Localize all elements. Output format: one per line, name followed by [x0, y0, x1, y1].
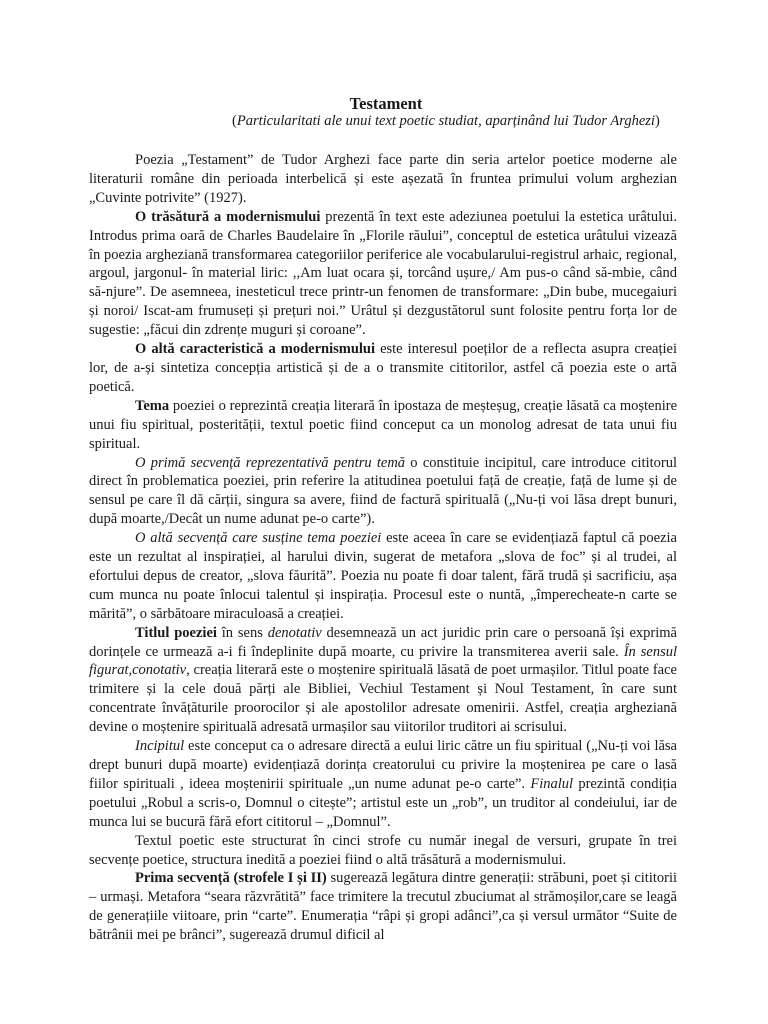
- paragraph: [89, 737, 677, 832]
- paragraph-bold-text: Titlul poeziei: [135, 624, 217, 641]
- paragraph-text: prezintă condiția poetului „Robul a scris-o, Domnul o citește”; artistul este un „rob”, un truditor al condeiului, iar de munca lui se bucură fără efort cititorul – „Domnul”.: [89, 775, 677, 830]
- paragraph: [89, 832, 677, 870]
- document-title: Testament: [349, 94, 423, 113]
- paragraph: [89, 869, 677, 945]
- paragraph-bold-text: Tema: [135, 397, 170, 414]
- paragraph: [89, 397, 677, 454]
- paragraph-italic-text: În sensul figurat,conotativ: [89, 643, 677, 679]
- paragraph-text: este aceea în care se evidențiază faptul că poezia este un rezultat al inspirației, al harului divin, sugerat de metafora „slova de foc” și al trudei, al efortului depus de creator, „slova făurită”. Poezia nu poate fi doar talent, fără trudă și sacrificiu, așa cum munca nu poate înlocui talentul și inspirația. Procesul este o nuntă, „împerecheate-n carte se mărită”, o sărbătoare miraculoasă a creației.: [89, 530, 677, 622]
- paragraph-text: prezentă în text este adeziunea poetului la estetica urâtului. Introdus prima oară de Charles Baudelaire în „Florile răului”, conceptul de estetica urâtului vizează în poezia argheziană transformarea categoriilor periferice ale vocabularului-registrul arhaic, regional, argoul, jargonul- în material liric: ,,Am luat ocara și, torcând ușure,/ Am pus-o când să-mbie, când să-njure”. De asemneea, inesteticul trece printr-un fenomen de transformare: „Din bube, mucegaiuri și noroi/ Iscat-am frumuseți și prețuri noi.” Urâtul și dezgustătorul sunt folosite pentru forța lor de sugestie: „făcui din zdrențe muguri și coroane”.: [89, 208, 678, 339]
- paragraph: [89, 624, 677, 737]
- paragraph-italic-text: O altă secvență care susține tema poeziei: [135, 530, 382, 547]
- paragraph-bold-text: O trăsătură a modernismului: [135, 208, 321, 225]
- paragraph: [89, 529, 677, 624]
- paragraph: [89, 151, 677, 208]
- paragraph-text: o constituie incipitul, care introduce cititorul direct în problematica poeziei, prin referire la atitudinea poetului față de creație, față de lume și de sensul pe care îl dă cărții, singura sa avere, fiind de factură spirituală („Nu-ți voi lăsa drept bunuri, după moarte,/Decât un nume adunat pe-o carte”).: [89, 454, 677, 528]
- paragraph: [89, 454, 677, 530]
- paragraph-italic-text: Incipitul: [135, 738, 185, 755]
- paragraph-bold-text: Prima secvență (strofele I și II): [135, 870, 327, 887]
- paragraph-text: desemnează un act juridic prin care o persoană își exprimă dorințele ce urmează a-i fi îndeplinite după moarte, cu privire la transmiterea averii sale.: [89, 624, 677, 660]
- subtitle-open-paren: (: [232, 113, 237, 129]
- paragraph-italic-text: Finalul: [530, 775, 574, 792]
- paragraph: [89, 208, 677, 340]
- subtitle-text: Particularitati ale unui text poetic studiat, aparținând lui Tudor Arghezi: [236, 113, 655, 129]
- paragraph: [89, 340, 677, 397]
- paragraph-text: în sens: [216, 624, 268, 641]
- subtitle-close-paren: ): [654, 113, 660, 129]
- document-subtitle: [232, 112, 692, 130]
- paragraph-text: poeziei o reprezintă creația literară în ipostaza de meșteșug, creație lăsată ca moștenire unui fiu spiritual, posterității, textul poetic fiind conceput ca un monolog adresat de tata unui fiu spiritual.: [89, 397, 677, 452]
- document-body: [89, 151, 677, 945]
- paragraph-text: Poezia „Testament” de Tudor Arghezi face parte din seria artelor poetice moderne ale literaturii române din perioada interbelică și este așezată în fruntea primului volum arghezian „Cuvinte potrivite” (1927).: [89, 152, 677, 206]
- paragraph-text: este conceput ca o adresare directă a eului liric către un fiu spiritual („Nu-ți voi lăsa drept bunuri după moarte) evidențiază dorința creatorului cu privire la moștenirea pe care o lasă fiilor spirituali , ideea moștenirii spirituale „un nume adunat pe-o carte”.: [89, 738, 677, 792]
- paragraph-text: este interesul poeților de a reflecta asupra creației lor, de a-și sintetiza concepția artistică și de a o transmite cititorilor, astfel că poezia este o artă poetică.: [89, 341, 677, 395]
- paragraph-italic-text: denotativ: [267, 624, 322, 641]
- paragraph-italic-text: O primă secvență reprezentativă pentru temă: [135, 454, 406, 471]
- paragraph-text: sugerează legătura dintre generații: străbuni, poet și cititorii – urmași. Metafora “seara răzvrătită” face trimitere la trecutul zbuciumat al strămoșilor,care se leagă de generațiile viitoare, prin “carte”. Enumerația “râpi și gropi adânci”,ca și versul următor “Suite de bătrânii mei pe brânci”, sugerează drumul dificil al: [89, 870, 678, 944]
- paragraph-text: , creația literară este o moștenire spirituală lăsată de poet urmașilor. Titlul poate face trimitere și la cele două părți ale Bibliei, Vechiul Testament și Noul Testament, în care sunt concentrate învățăturile proorocilor și ale apostolilor adresate omenirii. Astfel, creația argheziană devine o moștenire spirituală adresată urmașilor sau viitorilor truditori ai scrisului.: [89, 662, 677, 736]
- paragraph-bold-text: O altă caracteristică a modernismului: [135, 341, 376, 358]
- paragraph-text: Textul poetic este structurat în cinci strofe cu număr inegal de versuri, grupate în trei secvențe poetice, structura inedită a poeziei fiind o altă trăsătură a modernismului.: [89, 832, 677, 868]
